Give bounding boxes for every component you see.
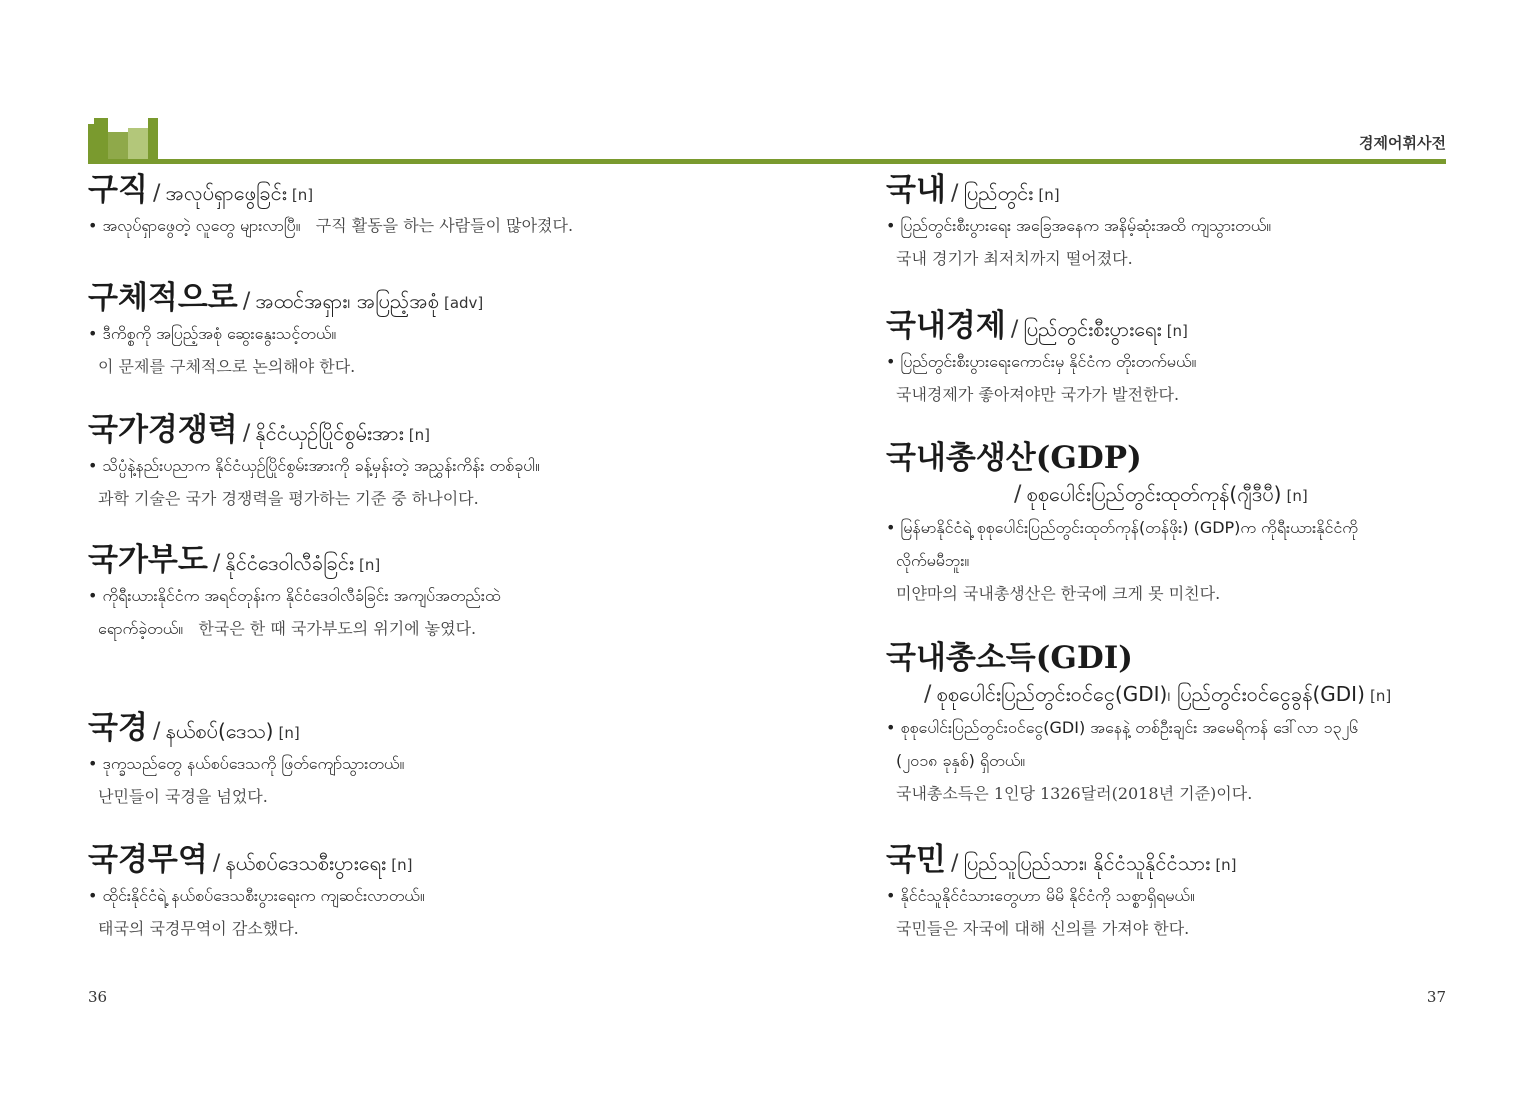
entry <box>88 172 738 242</box>
headword: 국내 <box>886 172 946 208</box>
entry <box>88 280 738 383</box>
page-number-left: 36 <box>88 988 108 1006</box>
headword: 국민 <box>886 842 946 878</box>
entry-heading: 구체적으로 / အထင်အရှား၊ အပြည့်အစုံ [adv] <box>88 280 484 316</box>
gloss: ပြည်သူပြည်သား၊ နိုင်ငံသူနိုင်ငံသား <box>963 851 1211 875</box>
part-of-speech: [n] <box>291 186 314 204</box>
entry <box>88 710 738 813</box>
entry <box>886 842 1456 945</box>
headword: 국내총소득(GDI) <box>886 640 1133 676</box>
example-korean: 태국의 국경무역이 감소했다. <box>98 919 299 939</box>
header-rule <box>88 159 1446 164</box>
book-title: 경제어휘사전 <box>1359 134 1446 152</box>
example-line <box>88 612 738 645</box>
part-of-speech: [n] <box>1038 186 1060 204</box>
headword: 국가경쟁력 <box>88 412 238 448</box>
part-of-speech: [n] <box>1166 322 1188 340</box>
entry-heading: 국내경제 / ပြည်တွင်းစီးပွားရေး [n] <box>886 308 1188 344</box>
header-decoration <box>88 116 160 162</box>
entry-subheading: / စုစုပေါင်းပြည်တွင်းဝင်ငွေ(GDI)၊ ပြည်တွင်းဝင်ငွေခွန်(GDI) [n] <box>924 682 1392 708</box>
headword: 국가부도 <box>88 542 208 578</box>
entry <box>886 440 1456 610</box>
entry-heading: 국경무역 / နယ်စပ်ဒေသစီးပွားရေး [n] <box>88 842 413 878</box>
gloss: နယ်စပ်(ဒေသ) <box>165 719 274 743</box>
example-korean: 구직 활동을 하는 사람들이 많아졌다. <box>315 216 574 236</box>
example-myanmar-cont: ရောက်ခဲ့တယ်။ <box>98 619 184 639</box>
example-myanmar: • မြန်မာနိုင်ငံရဲ့ စုစုပေါင်းပြည်တွင်းထုတ်ကုန်(တန်ဖိုး) (GDP)က ကိုရီးယားနိုင်ငံကို <box>886 518 1358 538</box>
gloss: စုစုပေါင်းပြည်တွင်းထုတ်ကုန်(ဂျီဒီပီ) <box>1026 482 1282 507</box>
example-korean: 국내총소득은 1인당 1326달러(2018년 기준)이다. <box>896 784 1253 804</box>
gloss: ပြည်တွင်းစီးပွားရေး <box>1023 317 1162 341</box>
entry <box>88 412 738 515</box>
example-myanmar-cont: လိုက်မမီဘူး။ <box>896 551 970 571</box>
entry-heading: 국가경쟁력 / နိုင်ငံယှဉ်ပြိုင်စွမ်းအား [n] <box>88 412 430 448</box>
example-myanmar: • ထိုင်းနိုင်ငံရဲ့ နယ်စပ်ဒေသစီးပွားရေးက ကျဆင်းလာတယ်။ <box>88 886 425 906</box>
example-korean: 국내 경기가 최저치까지 떨어졌다. <box>896 249 1133 269</box>
headword: 국경 <box>88 710 148 746</box>
entry-heading <box>886 440 1456 477</box>
example-myanmar: • ဒီကိစ္စကို အပြည့်အစုံ ဆွေးနွေးသင့်တယ်။ <box>88 324 337 344</box>
example-korean: 국내경제가 좋아져야만 국가가 발전한다. <box>896 385 1180 405</box>
entry <box>886 308 1456 411</box>
headword: 구직 <box>88 172 148 208</box>
entry-heading: 국가부도 / နိုင်ငံဒေဝါလီခံခြင်း [n] <box>88 542 381 578</box>
example-myanmar: • စုစုပေါင်းပြည်တွင်းဝင်ငွေ(GDI) အနေနဲ့ တစ်ဦးချင်း အမေရိကန် ဒေါ်လာ ၁၃၂၆ <box>886 718 1359 738</box>
example-korean: 난민들이 국경을 넘었다. <box>98 787 268 807</box>
part-of-speech: [n] <box>359 556 381 574</box>
gloss: နိုင်ငံယှဉ်ပြိုင်စွမ်းအား <box>255 421 404 445</box>
example-korean: 과학 기술은 국가 경쟁력을 평가하는 기준 중 하나이다. <box>98 489 479 509</box>
gloss: နယ်စပ်ဒေသစီးပွားရေး <box>225 851 387 875</box>
entry-heading <box>886 640 1456 677</box>
gloss: နိုင်ငံဒေဝါလီခံခြင်း <box>225 551 354 575</box>
headword: 국내총생산(GDP) <box>886 440 1142 476</box>
example-myanmar-cont: (၂၀၁၈ ခုနှစ်) ရှိတယ်။ <box>896 751 1026 771</box>
gloss: အထင်အရှား၊ အပြည့်အစုံ <box>255 289 439 313</box>
gloss: စုစုပေါင်းပြည်တွင်းဝင်ငွေ(GDI)၊ ပြည်တွင်းဝင်ငွေခွန်(GDI) <box>936 682 1365 707</box>
page-number-right: 37 <box>1426 988 1446 1006</box>
example-korean: 한국은 한 때 국가부도의 위기에 놓였다. <box>198 619 477 639</box>
example-korean: 국민들은 자국에 대해 신의를 가져야 한다. <box>896 919 1190 939</box>
headword: 국경무역 <box>88 842 208 878</box>
example-myanmar: • ဒုက္ခသည်တွေ နယ်စပ်ဒေသကို ဖြတ်ကျော်သွားတယ်။ <box>88 754 405 774</box>
part-of-speech: [n] <box>1369 687 1392 706</box>
example-myanmar: • အလုပ်ရှာဖွေတဲ့ လူတွေ များလာပြီ။ <box>88 216 301 236</box>
part-of-speech: [n] <box>1286 487 1308 506</box>
entry-subheading: / စုစုပေါင်းပြည်တွင်းထုတ်ကုန်(ဂျီဒီပီ) [n] <box>1014 482 1308 508</box>
example-myanmar: • ပြည်တွင်းစီးပွားရေးကောင်းမှ နိုင်ငံက တိုးတက်မယ်။ <box>886 352 1197 372</box>
headword: 국내경제 <box>886 308 1006 344</box>
entry <box>886 172 1456 275</box>
entry-heading: 국내 / ပြည်တွင်း [n] <box>886 172 1060 208</box>
part-of-speech: [n] <box>408 426 430 444</box>
part-of-speech: [adv] <box>443 294 484 312</box>
gloss: ပြည်တွင်း <box>963 181 1034 205</box>
part-of-speech: [n] <box>278 724 300 742</box>
example-korean: 이 문제를 구체적으로 논의해야 한다. <box>98 357 356 377</box>
example-myanmar: • သိပ္ပံနဲ့နည်းပညာက နိုင်ငံယှဉ်ပြိုင်စွမ်းအားကို ခန့်မှန်းတဲ့ အညွှန်းကိန်း တစ်ခုပါ။ <box>88 456 540 476</box>
entry-heading: 구직 / အလုပ်ရှာဖွေခြင်း [n] <box>88 172 314 208</box>
part-of-speech: [n] <box>1215 856 1237 874</box>
part-of-speech: [n] <box>391 856 413 874</box>
headword: 구체적으로 <box>88 280 238 316</box>
entry-heading: 국경 / နယ်စပ်(ဒေသ) [n] <box>88 710 300 746</box>
example-myanmar: • နိုင်ငံသူနိုင်ငံသားတွေဟာ မိမိ နိုင်ငံကို သစ္စာရှိရမယ်။ <box>886 886 1195 906</box>
example-myanmar: • ပြည်တွင်းစီးပွားရေး အခြေအနေက အနိမ့်ဆုံးအထိ ကျသွားတယ်။ <box>886 216 1272 236</box>
entry-heading: 국민 / ပြည်သူပြည်သား၊ နိုင်ငံသူနိုင်ငံသား [n] <box>886 842 1237 878</box>
entry <box>886 640 1456 810</box>
entry <box>88 542 738 645</box>
example-line <box>88 209 738 242</box>
example-korean: 미얀마의 국내총생산은 한국에 크게 못 미친다. <box>896 584 1221 604</box>
gloss: အလုပ်ရှာဖွေခြင်း <box>165 181 287 205</box>
example-myanmar: • ကိုရီးယားနိုင်ငံက အရင်တုန်းက နိုင်ငံဒေဝါလီခံခြင်း အကျပ်အတည်းထဲ <box>88 586 501 606</box>
entry <box>88 842 738 945</box>
